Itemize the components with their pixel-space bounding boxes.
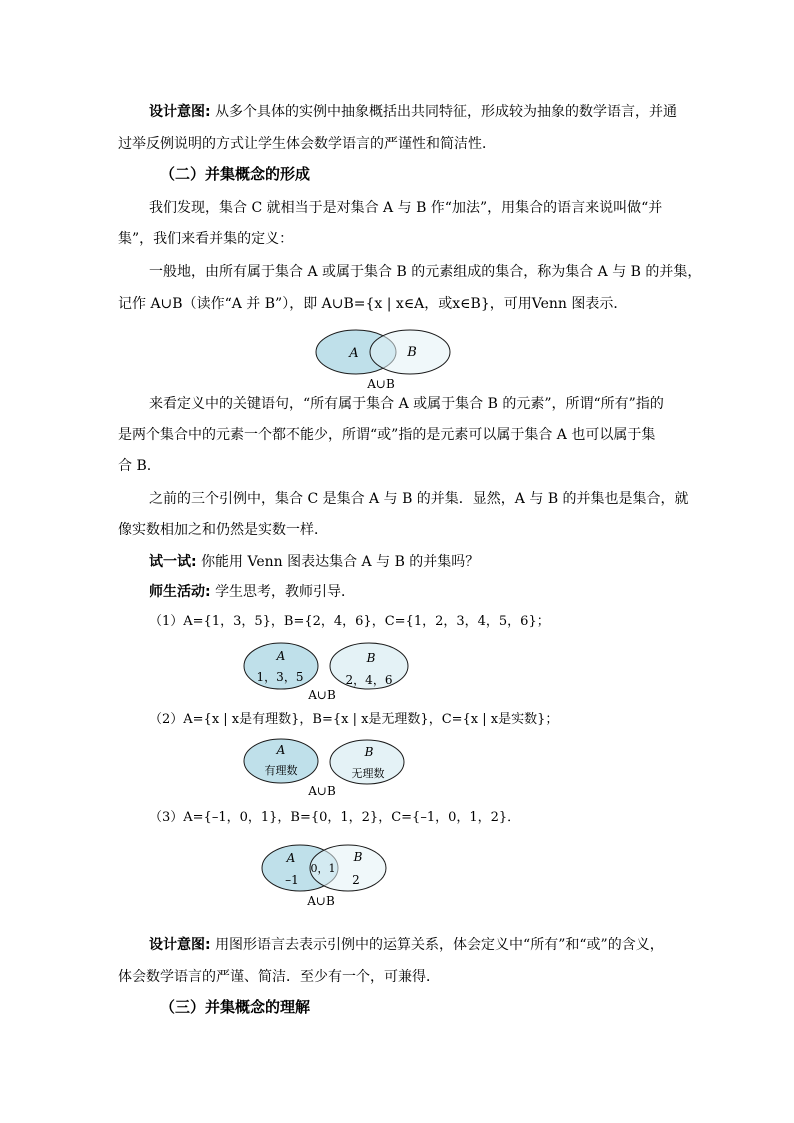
definition-line: 一般地，由所有属于集合 A 或属于集合 B 的元素组成的集合，称为集合 A 与 B 的并集， xyxy=(149,264,702,280)
set-b-label: B xyxy=(353,850,363,864)
intersection-elements: 0，1 xyxy=(310,862,336,875)
set-b-label: B xyxy=(364,745,374,759)
design-intent-text: 用图形语言去表示引例中的运算关系，体会定义中“所有”和“或”的含义， xyxy=(215,937,664,953)
set-a-label: A xyxy=(276,743,286,757)
set-a-label: A xyxy=(349,346,359,361)
venn-example-1 xyxy=(244,643,408,702)
activity-text: 学生思考，教师引导． xyxy=(215,584,356,600)
example-3: （3）A={–1，0，1}，B={0，1，2}，C={–1，0，1，2}． xyxy=(149,810,521,825)
paragraph-line: 合 B. xyxy=(118,458,152,474)
design-intent-label: 设计意图: xyxy=(149,104,211,120)
set-b-label: B xyxy=(407,345,417,360)
venn-caption: A∪B xyxy=(307,894,335,908)
section-heading-union-formation: （二）并集概念的形成 xyxy=(160,165,311,183)
venn-caption: A∪B xyxy=(367,377,395,391)
set-a-label: A xyxy=(286,851,296,865)
set-b-elements: 无理数 xyxy=(351,767,385,780)
paragraph-line: 集”，我们来看并集的定义： xyxy=(118,231,294,247)
venn-example-2 xyxy=(244,739,404,798)
design-intent-2 xyxy=(149,935,664,955)
set-a-elements: 1，3，5 xyxy=(256,670,304,684)
try-it-label: 试一试: xyxy=(149,554,197,570)
set-b-label: B xyxy=(366,651,376,665)
venn-main xyxy=(316,330,450,391)
try-it-text: 你能用 Venn 图表达集合 A 与 B 的并集吗？ xyxy=(201,554,480,570)
paragraph-line: 像实数相加之和仍然是实数一样． xyxy=(118,522,328,538)
set-a-elements: –1 xyxy=(285,873,299,887)
venn-caption: A∪B xyxy=(308,688,336,702)
venn-example-3 xyxy=(262,845,386,908)
paragraph-line: 是两个集合中的元素一个都不能少，所谓“或”指的是元素可以属于集合 A 也可以属于集 xyxy=(118,427,656,443)
set-a-label: A xyxy=(276,649,286,663)
paragraph-line: 之前的三个引例中，集合 C 是集合 A 与 B 的并集．显然，A 与 B 的并集也是集合，就 xyxy=(149,491,689,507)
venn-caption: A∪B xyxy=(308,784,336,798)
paragraph-line: 我们发现，集合 C 就相当于是对集合 A 与 B 作“加法”，用集合的语言来说叫做“并 xyxy=(149,200,663,216)
set-a-elements: 有理数 xyxy=(264,764,298,777)
design-intent-label: 设计意图: xyxy=(149,937,211,953)
set-b-elements: 2，4，6 xyxy=(345,673,393,687)
design-intent-text: 从多个具体的实例中抽象概括出共同特征，形成较为抽象的数学语言，并通 xyxy=(215,104,678,120)
definition-line: 记作 A∪B（读作“A 并 B”），即 A∪B={x | x∈A，或x∈B}，可用Venn 图表示． xyxy=(118,296,628,312)
set-b-elements: 2 xyxy=(352,873,360,887)
try-it-line xyxy=(149,552,479,572)
activity-line xyxy=(149,582,355,602)
example-1: （1）A={1，3，5}，B={2，4，6}，C={1，2，3，4，5，6}； xyxy=(149,614,550,629)
activity-label: 师生活动: xyxy=(149,584,211,600)
example-2: （2）A={x | x是有理数}，B={x | x是无理数}，C={x | x是实数}； xyxy=(149,712,559,727)
design-intent-2-cont: 体会数学语言的严谨、简洁．至少有一个，可兼得． xyxy=(118,969,440,985)
paragraph-line: 来看定义中的关键语句，“所有属于集合 A 或属于集合 B 的元素”，所谓“所有”指的 xyxy=(149,396,664,412)
design-intent-1-cont: 过举反例说明的方式让学生体会数学语言的严谨性和简洁性． xyxy=(118,136,496,152)
section-heading-union-understanding: （三）并集概念的理解 xyxy=(160,998,311,1016)
